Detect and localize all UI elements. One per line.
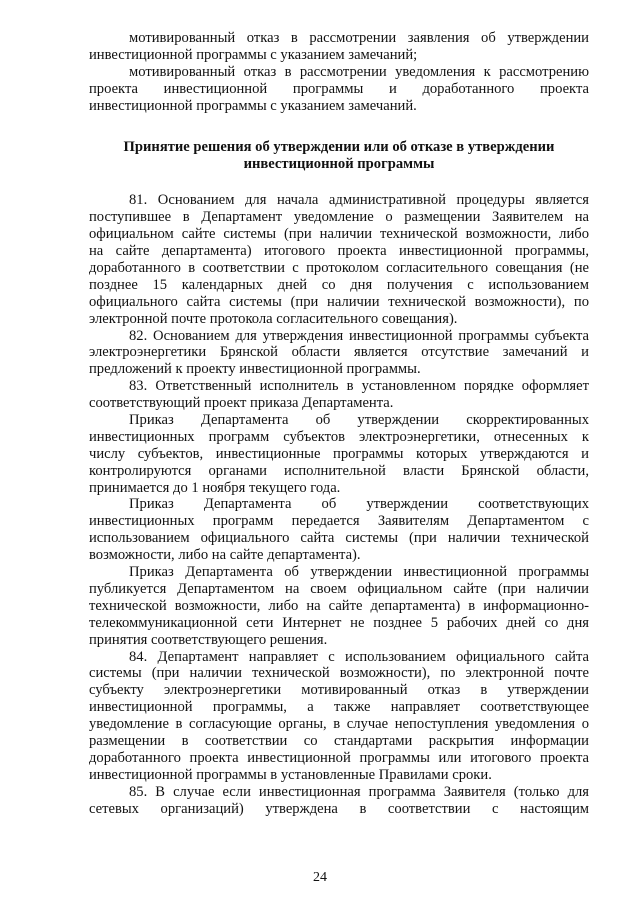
text-line: мотивированный отказ в рассмотрении заявления об утверждении: [129, 30, 589, 46]
text-line: размещении в соответствии со стандартами раскрытия информации: [89, 732, 589, 749]
top-block: [89, 30, 589, 114]
text-line: возможности, либо на сайте департамента).: [89, 547, 361, 564]
text-line: публикуется Департаментом на своем официальном сайте (при наличии: [89, 580, 589, 597]
text-line: Приказ Департамента об утверждении соответствующих: [129, 496, 589, 513]
text-line: технической возможности, либо на сайте департамента) в информационно-: [89, 597, 589, 614]
text-line: 84. Департамент направляет с использованием официального сайта: [129, 648, 589, 665]
text-line: уведомление в согласующие органы, в случае непоступления уведомления о: [89, 716, 589, 733]
heading-line: Принятие решения об утверждении или об отказе в утверждении: [123, 139, 555, 156]
text-line: 81. Основанием для начала административной процедуры является: [129, 192, 589, 209]
text-line: принимается до 1 ноября текущего года.: [89, 479, 341, 496]
section-heading: [89, 139, 589, 173]
text-line: 82. Основанием для утверждения инвестиционной программы субъекта: [129, 327, 589, 344]
text-line: электроэнергетики Брянской области является отсутствие замечаний и: [89, 344, 589, 361]
body-text: [89, 192, 589, 817]
text-line: Приказ Департамента об утверждении скорректированных: [129, 412, 589, 429]
text-line: телекоммуникационной сети Интернет не позднее 5 рабочих дней со дня: [89, 614, 589, 631]
text-line: доработанного проекта инвестиционной программы или итогового проекта: [89, 749, 589, 766]
text-line: инвестиционной программы с указанием замечаний.: [89, 97, 417, 114]
text-line: 85. В случае если инвестиционная программа Заявителя (только для: [129, 783, 589, 800]
text-line: проекта инвестиционной программы и доработанного проекта: [89, 80, 589, 97]
text-line: официальном сайте системы (при наличии технической возможности, либо: [89, 226, 589, 243]
text-line: инвестиционной программы, а также направляет соответствующее: [89, 699, 589, 716]
text-line: официального сайта системы (при наличии технической возможности), по: [89, 293, 589, 310]
text-line: системы (при наличии технической возможности), по электронной почте: [89, 665, 589, 682]
heading-line: инвестиционной программы: [243, 156, 435, 173]
text-line: на сайте департамента) итогового проекта инвестиционной программы,: [89, 243, 589, 260]
text-line: мотивированный отказ в рассмотрении уведомления к рассмотрению: [129, 63, 589, 80]
text-line: предложений к проекту инвестиционной программы.: [89, 361, 421, 378]
text-line: инвестиционных программ субъектов электроэнергетики, отнесенных к: [89, 428, 589, 445]
text-line: инвестиционных программ передается Заявителям Департаментом с: [89, 513, 589, 530]
text-line: числу субъектов, инвестиционные программы которых утверждаются и: [89, 445, 589, 462]
text-line: использованием официального сайта системы (при наличии технической: [89, 530, 589, 547]
text-line: контролируются органами исполнительной власти Брянской области,: [89, 462, 589, 479]
text-line: инвестиционной программы с указанием замечаний;: [89, 46, 418, 63]
text-line: 83. Ответственный исполнитель в установленном порядке оформляет: [129, 378, 589, 395]
text-line: поступившее в Департамент уведомление о размещении Заявителем на: [89, 209, 589, 226]
text-line: Приказ Департамента об утверждении инвестиционной программы: [129, 564, 589, 581]
text-line: доработанного в соответствии с протоколом согласительного совещания (не: [89, 260, 589, 277]
text-line: позднее 15 календарных дней со дня получения с использованием: [89, 276, 589, 293]
text-line: сетевых организаций) утверждена в соответствии с настоящим: [89, 800, 589, 817]
text-line: субъекту электроэнергетики мотивированный отказ в утверждении: [89, 682, 589, 699]
text-line: соответствующий проект приказа Департамента.: [89, 395, 394, 412]
document-page: [89, 30, 589, 817]
text-line: инвестиционной программы в установленные Правилами сроки.: [89, 766, 492, 783]
page-number: 24: [313, 870, 327, 885]
text-line: принятия соответствующего решения.: [89, 631, 328, 648]
text-line: электронной почте протокола согласительного совещания).: [89, 310, 458, 327]
